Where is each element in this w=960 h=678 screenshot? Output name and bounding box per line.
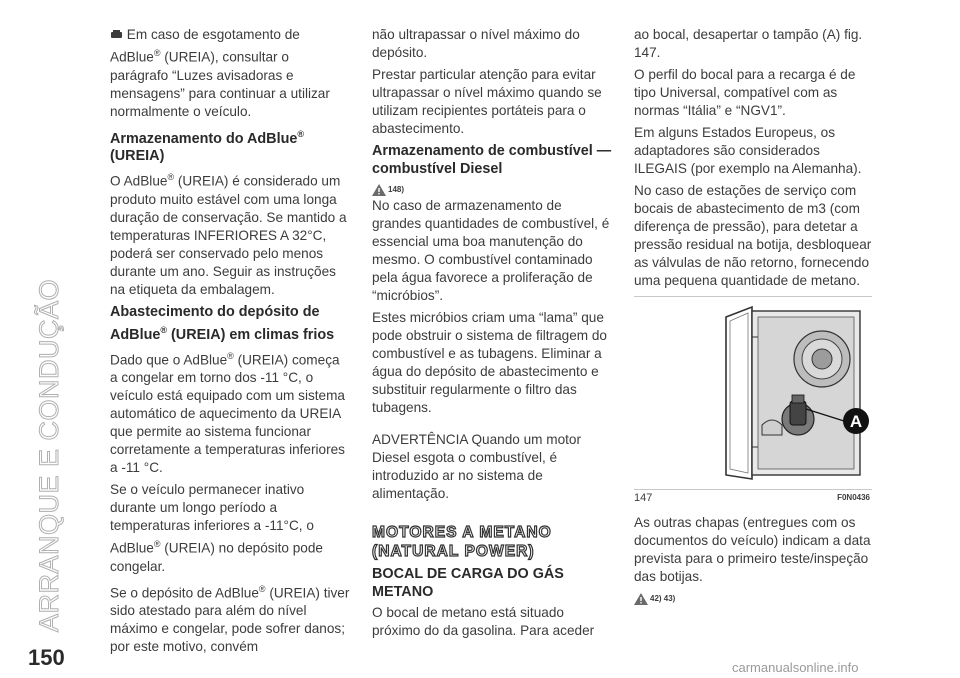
figure-code: F0N0436 <box>837 493 870 502</box>
warning-reference: 148) <box>372 181 612 195</box>
paragraph: Dado que o AdBlue® (UREIA) começa a congelar em torno dos -11 °C, o veículo está equipado com um sistema automático de aquecimento da UREIA que permite ao sistema funcionar corretamente a temperaturas inferiores a -11 °C. <box>110 350 345 476</box>
paragraph: O perfil do bocal para a recarga é de tipo Universal, compatível com as normas “Itália” e “NGV1”. <box>634 67 856 118</box>
car-warning-icon <box>110 30 123 40</box>
paragraph: Se o veículo permanecer inativo durante um longo período a temperaturas inferiores a -11°C, o AdBlue® (UREIA) no depósito pode congelar. <box>110 482 323 574</box>
warning-reference: 42) 43) <box>634 590 874 604</box>
paragraph: não ultrapassar o nível máximo do depósito. <box>372 27 580 60</box>
section-heading-methane: MOTORES A METANO (NATURAL POWER) <box>372 524 552 560</box>
section-side-title: ARRANQUE E CONDUÇÃO <box>34 278 64 632</box>
caution-triangle-icon <box>634 593 648 605</box>
paragraph-warning: ADVERTÊNCIA Quando um motor Diesel esgota o combustível, é introduzido ar no sistema de alimentação. <box>372 432 582 501</box>
heading-cold-climate: Abastecimento do depósito de AdBlue® (UREIA) em climas frios <box>110 303 335 343</box>
figure-number: 147 <box>634 492 653 504</box>
registered-mark: ® <box>153 48 161 58</box>
watermark: carmanualsonline.info <box>732 660 859 675</box>
paragraph: ao bocal, desapertar o tampão (A) fig. 147. <box>634 27 863 60</box>
paragraph: Prestar particular atenção para evitar ultrapassar o nível máximo quando se utilizam recipientes portáteis para o abastecimento. <box>372 67 602 136</box>
page-number: 150 <box>28 645 65 670</box>
paragraph: Em alguns Estados Europeus, os adaptadores são considerados ILEGAIS (por exemplo na Alemanha). <box>634 125 862 176</box>
column-3 <box>634 26 874 606</box>
figure-callout-a: A <box>849 412 863 431</box>
paragraph: O bocal de metano está situado próximo do da gasolina. Para aceder <box>372 605 595 638</box>
heading-diesel-storage: Armazenamento de combustível — combustível Diesel <box>372 143 612 177</box>
paragraph: Estes micróbios criam uma “lama” que pode obstruir o sistema de filtragem do combustível e as tubagens. Eliminar a água do depósito de abastecimento e substituir regularmente o filtro das tubagens. <box>372 310 607 415</box>
heading-storage-adblue: Armazenamento do AdBlue® (UREIA) <box>110 128 305 165</box>
paragraph: As outras chapas (entregues com os documentos do veículo) indicam a data prevista para o primeiro teste/inspeção das botijas. <box>634 515 871 584</box>
column-1 <box>110 26 350 660</box>
paragraph: No caso de armazenamento de grandes quantidades de combustível, é essencial uma boa manutenção do mesmo. O combustível contaminado pela água favorece a proliferação de “micróbios”. <box>372 198 610 303</box>
text: (UREIA), consultar o parágrafo “Luzes avisadoras e mensagens” para continuar a utilizar normalmente o veículo. <box>110 49 330 119</box>
text: Em caso de esgotamento de AdBlue <box>110 27 300 65</box>
paragraph: O AdBlue® (UREIA) é considerado um produto muito estável com uma longa duração de conservação. Se mantido a temperaturas INFERIORES A 32°C, poderá ser conservado pelo menos durante um ano. Seguir as instruções na etiqueta da embalagem. <box>110 172 347 297</box>
methane-filler-illustration <box>634 297 872 489</box>
figure-147 <box>634 296 872 504</box>
column-2 <box>372 26 612 644</box>
heading-filler-neck: BOCAL DE CARGA DO GÁS METANO <box>372 566 564 600</box>
paragraph: Se o depósito de AdBlue® (UREIA) tiver sido atestado para além do nível máximo e congelar, pode sofrer danos; por este motivo, convém <box>110 583 350 655</box>
paragraph <box>110 26 350 121</box>
paragraph: No caso de estações de serviço com bocais de abastecimento de m3 (com diferença de pressão), para detetar a pressão residual na botija, desbloquear as válvulas de não retorno, fornecendo uma pequena quantidade de metano. <box>634 183 872 288</box>
warning-triangle-icon <box>372 184 386 196</box>
